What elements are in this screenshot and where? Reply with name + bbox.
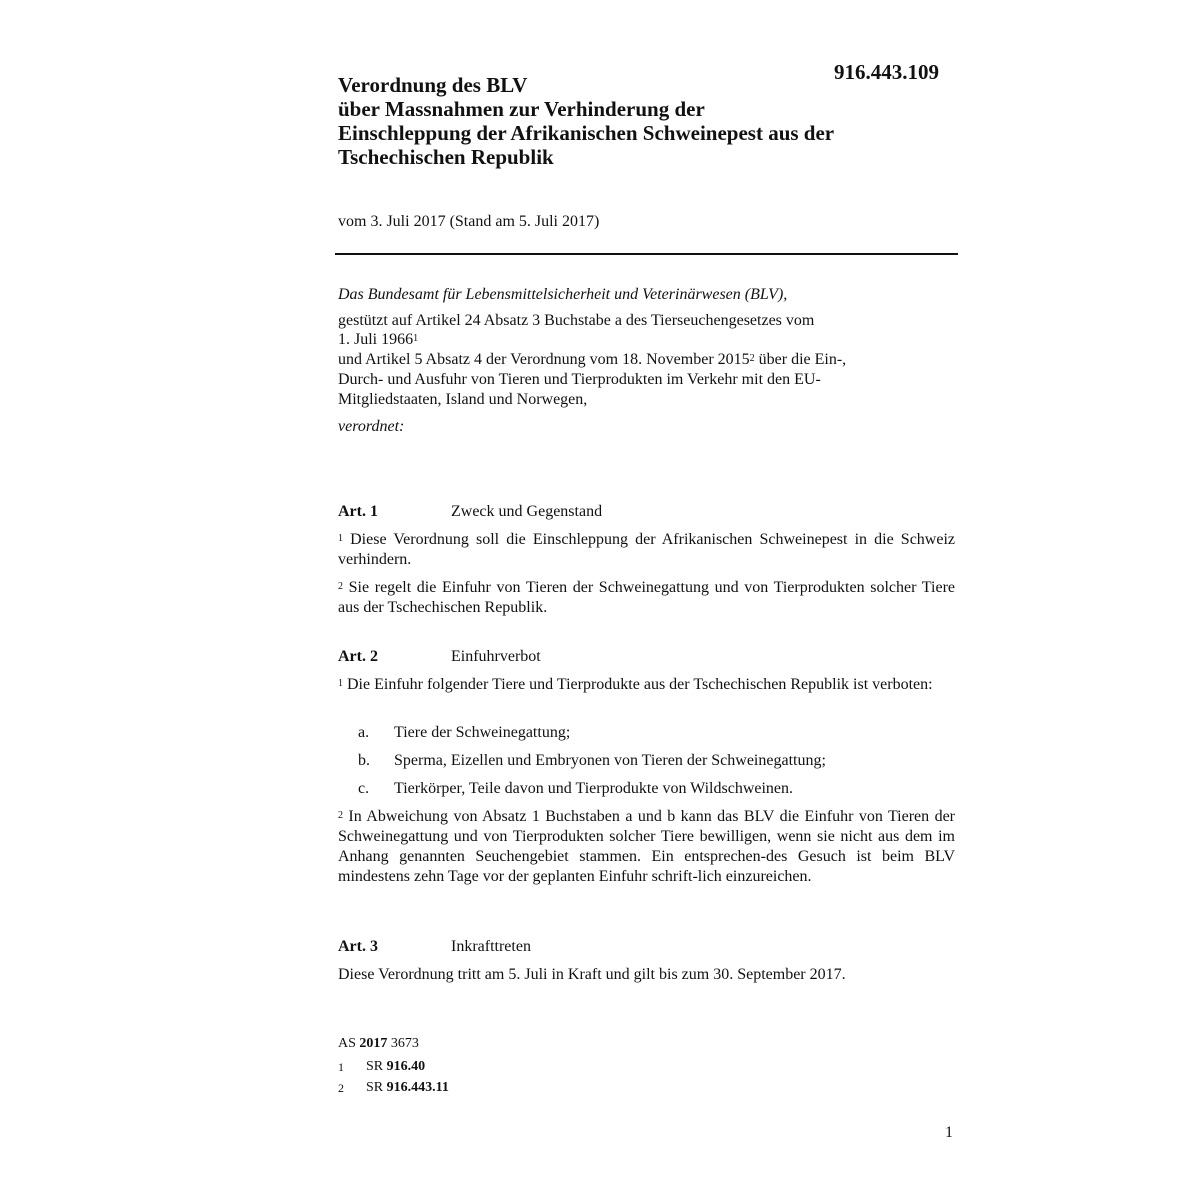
sr-number: 916.443.109 (834, 60, 939, 84)
preamble-basis-line: gestützt auf Artikel 24 Absatz 3 Buchstabe a des Tierseuchengesetzes vom (338, 312, 815, 329)
title-line: Tschechischen Republik (338, 145, 554, 169)
list-item (358, 779, 793, 799)
paragraph-text: Die Einfuhr folgender Tiere und Tierprodukte aus der Tschechischen Republik ist verboten: (343, 676, 933, 693)
preamble-basis-line (338, 350, 846, 370)
paragraph-number: 1 (338, 678, 343, 689)
article-number: Art. 2 (338, 648, 378, 665)
article-paragraph (338, 807, 955, 887)
date-line: vom 3. Juli 2017 (Stand am 5. Juli 2017) (338, 213, 600, 230)
footnote-ref-link[interactable]: 916.443.11 (386, 1080, 449, 1095)
preamble-basis-line: Durch- und Ausfuhr von Tieren und Tierprodukten im Verkehr mit den EU- (338, 371, 821, 388)
paragraph-text: Sie regelt die Einfuhr von Tieren der Schweinegattung und von Tierprodukten solcher Tiere aus der Tschechischen Republik. (338, 579, 955, 616)
footnote-number: 2 (338, 1081, 344, 1095)
article-heading (338, 647, 541, 667)
footnote (338, 1079, 449, 1097)
article-heading (338, 937, 531, 957)
article-heading (338, 502, 602, 522)
article-number: Art. 3 (338, 938, 378, 955)
preamble-basis-text: und Artikel 5 Absatz 4 der Verordnung vom 18. November 2015 (338, 351, 750, 368)
list-text: Tiere der Schweinegattung; (394, 724, 571, 741)
title-line: über Massnahmen zur Verhinderung der (338, 97, 705, 121)
article-paragraph (338, 530, 955, 570)
page-number: 1 (945, 1124, 953, 1141)
article-title: Zweck und Gegenstand (451, 503, 603, 520)
official-collection-ref (338, 1035, 419, 1053)
title-line: Einschleppung der Afrikanischen Schweinepest aus der (338, 121, 835, 145)
preamble-decrees: verordnet: (338, 418, 405, 435)
as-year: 2017 (359, 1036, 388, 1051)
footnote-ref[interactable]: 1 (413, 333, 419, 344)
list-item (358, 751, 826, 771)
preamble-basis-line (338, 330, 418, 350)
article-paragraph (338, 578, 955, 618)
header-divider (335, 253, 958, 255)
preamble-basis-text: über die Ein-, (754, 351, 847, 368)
footnote-prefix: SR (366, 1080, 387, 1095)
list-letter: a. (358, 724, 370, 741)
as-prefix: AS (338, 1036, 360, 1051)
paragraph-text: In Abweichung von Absatz 1 Buchstaben a und b kann das BLV die Einfuhr von Tieren der Schweinegattung und von Tierprodukten solcher Tiere bewilligen, wenn sie nicht aus dem im Anhang genannten Seuchengebiet stammen. Ein entsprechen-des Gesuch ist beim BLV mindestens zehn Tage vor der geplanten Einfuhr schrift-lich einzureichen. (338, 808, 955, 885)
preamble-basis-text: 1. Juli 1966 (338, 331, 414, 348)
article-title: Inkrafttreten (451, 938, 531, 955)
paragraph-number: 2 (338, 581, 343, 592)
list-text: Tierkörper, Teile davon und Tierprodukte von Wildschweinen. (394, 780, 794, 797)
article-paragraph (338, 965, 955, 985)
article-title: Einfuhrverbot (451, 648, 541, 665)
paragraph-text: Diese Verordnung soll die Einschleppung der Afrikanischen Schweinepest in die Schweiz verhindern. (338, 531, 955, 568)
list-letter: c. (358, 780, 370, 797)
list-text: Sperma, Eizellen und Embryonen von Tieren der Schweinegattung; (394, 752, 826, 769)
page-title (338, 73, 938, 169)
footnote-ref-link[interactable]: 916.40 (386, 1059, 426, 1074)
article-paragraph (338, 675, 955, 695)
footnote-prefix: SR (366, 1059, 387, 1074)
list-item (358, 723, 570, 743)
paragraph-number: 2 (338, 810, 343, 821)
article-number: Art. 1 (338, 503, 378, 520)
preamble-authority: Das Bundesamt für Lebensmittelsicherheit und Veterinärwesen (BLV), (338, 286, 788, 303)
list-letter: b. (358, 752, 370, 769)
preamble-basis-line: Mitgliedstaaten, Island und Norwegen, (338, 391, 588, 408)
as-page: 3673 (387, 1036, 419, 1051)
footnote (338, 1058, 425, 1076)
title-line: Verordnung des BLV (338, 73, 528, 97)
paragraph-text: Diese Verordnung tritt am 5. Juli in Kraft und gilt bis zum 30. September 2017. (338, 966, 846, 983)
footnote-ref[interactable]: 2 (749, 353, 755, 364)
footnote-number: 1 (338, 1060, 344, 1074)
paragraph-number: 1 (338, 533, 343, 544)
